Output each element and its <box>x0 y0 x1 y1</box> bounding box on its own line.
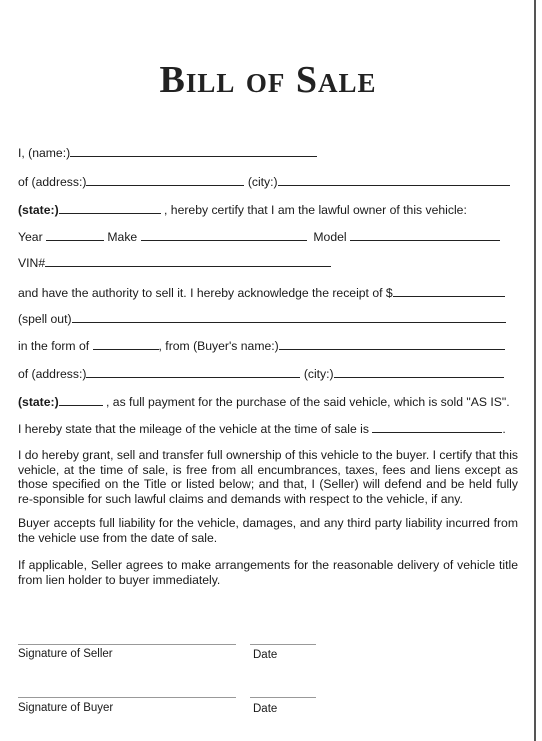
mileage-field[interactable] <box>372 420 502 433</box>
address-label: of (address:) <box>18 175 87 189</box>
name-label: I, (name:) <box>18 146 71 160</box>
vin-row <box>18 254 331 271</box>
make-label: Make <box>107 230 138 244</box>
delivery-paragraph: If applicable, Seller agrees to make arrangements for the reasonable delivery of vehicle title from lien holder to buyer immediately. <box>18 558 518 587</box>
buyer-name-label: , from (Buyer's name:) <box>158 339 279 353</box>
vin-label: VIN# <box>18 256 46 270</box>
address-field[interactable] <box>86 173 244 186</box>
state-field[interactable] <box>59 201 161 214</box>
buyer-date-line[interactable] <box>250 697 316 698</box>
buyer-address-field[interactable] <box>86 365 300 378</box>
name-field[interactable] <box>70 144 317 157</box>
seller-signature-line[interactable] <box>18 644 236 645</box>
mileage-row <box>18 420 506 437</box>
vin-field[interactable] <box>45 254 331 267</box>
buyer-state-field[interactable] <box>59 393 103 406</box>
state-label: (state:) <box>18 203 59 217</box>
certify-text: , hereby certify that I am the lawful owner of this vehicle: <box>164 203 467 217</box>
buyer-address-label: of (address:) <box>18 367 87 381</box>
year-field[interactable] <box>46 228 104 241</box>
vehicle-row <box>18 228 500 245</box>
model-label: Model <box>313 230 347 244</box>
receipt-row <box>18 284 505 301</box>
buyer-address-row <box>18 365 504 382</box>
make-field[interactable] <box>141 228 307 241</box>
authority-text: and have the authority to sell it. I hereby acknowledge the receipt of $ <box>18 286 393 300</box>
buyer-date-label: Date <box>253 703 278 715</box>
buyer-row <box>18 337 505 354</box>
spell-out-field[interactable] <box>72 310 506 323</box>
amount-field[interactable] <box>393 284 505 297</box>
buyer-signature-label: Signature of Buyer <box>18 702 114 714</box>
form-of-label: in the form of <box>18 339 90 353</box>
city-field[interactable] <box>278 173 510 186</box>
seller-signature-label: Signature of Seller <box>18 648 113 660</box>
mileage-text: I hereby state that the mileage of the vehicle at the time of sale is <box>18 422 369 436</box>
city-label: (city:) <box>247 175 278 189</box>
buyer-state-row <box>18 393 510 410</box>
model-field[interactable] <box>350 228 500 241</box>
grant-paragraph: I do hereby grant, sell and transfer full ownership of this vehicle to the buyer. I certify that this vehicle, at the time of sale, is free from all encumbrances, taxes, fees and liens except as those specified on the Title or listed below; and that, I (Seller) will defend and be held fully re-sponsible for such lawful claims and demands with respect to the vehicle, if any. <box>18 448 518 506</box>
name-row <box>18 144 317 161</box>
spell-out-row <box>18 310 506 327</box>
seller-date-label: Date <box>253 649 278 661</box>
buyer-city-field[interactable] <box>334 365 504 378</box>
mileage-end: . <box>502 422 506 436</box>
address-row <box>18 173 510 190</box>
buyer-city-label: (city:) <box>303 367 334 381</box>
state-row <box>18 201 467 218</box>
buyer-signature-line[interactable] <box>18 697 236 698</box>
form-of-field[interactable] <box>93 337 159 350</box>
full-payment-text: , as full payment for the purchase of the said vehicle, which is sold "AS IS". <box>106 395 510 409</box>
seller-date-line[interactable] <box>250 644 316 645</box>
buyer-name-field[interactable] <box>279 337 505 350</box>
year-label: Year <box>18 230 43 244</box>
document-title: Bill of Sale <box>159 59 377 101</box>
liability-paragraph: Buyer accepts full liability for the vehicle, damages, and any third party liability incurred from the vehicle use from the date of sale. <box>18 516 518 545</box>
buyer-state-label: (state:) <box>18 395 59 409</box>
spell-out-label: (spell out) <box>18 312 72 326</box>
